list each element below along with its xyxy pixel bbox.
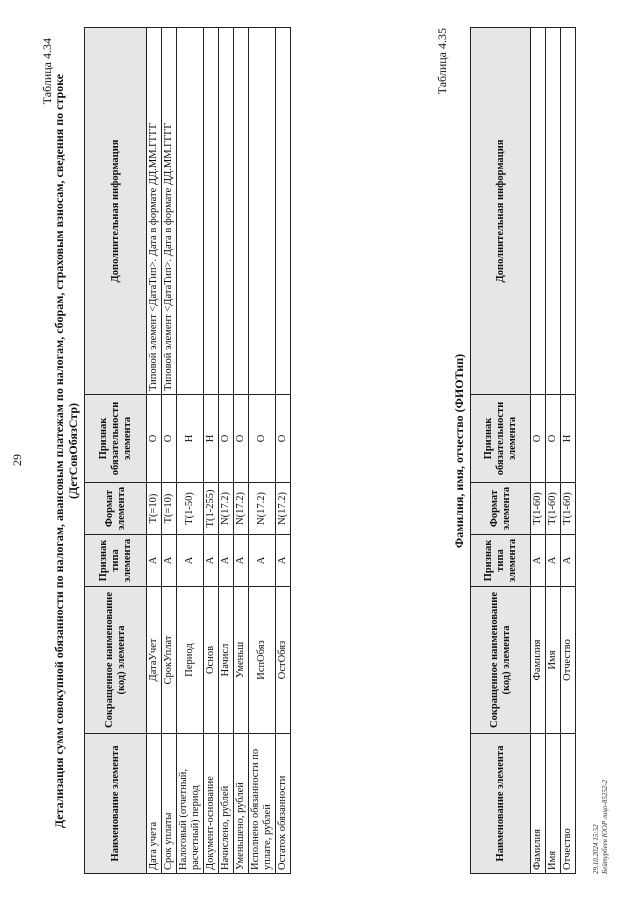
header-cell: Признак обязательности элемента [85,395,147,483]
stamp-date: 29.10.2024 15:52 [592,824,600,874]
table-row [177,28,204,874]
cell-code: Период [177,587,204,734]
header-cell: Признак обязательности элемента [471,395,531,483]
cell-req: О [147,395,162,483]
table-row [546,28,561,874]
cell-type: А [177,535,204,587]
cell-req: О [531,395,546,483]
header-cell: Наименование элемента [471,734,531,874]
cell-info [249,28,276,395]
table-435 [470,27,576,874]
cell-info [234,28,249,395]
table-435-header-row [471,28,531,874]
header-cell: Сокращенное наименование (код) элемента [85,587,147,734]
header-cell: Дополнительная информация [471,28,531,395]
cell-format: T(=10) [162,483,177,535]
table-434-caption-line2: (ДетСовОбязСтр) [66,402,80,500]
cell-req: О [276,395,291,483]
cell-name: Начислено, рублей [219,734,234,874]
cell-req: О [219,395,234,483]
cell-name: Фамилия [531,734,546,874]
cell-format: N(17.2) [249,483,276,535]
cell-type: А [249,535,276,587]
cell-req: Н [177,395,204,483]
cell-name: Налоговый (отчетный, расчетный) период [177,734,204,874]
table-row [276,28,291,874]
cell-type: А [147,535,162,587]
cell-code: СрокУплат [162,587,177,734]
cell-name: Имя [546,734,561,874]
table-row [531,28,546,874]
cell-type: А [531,535,546,587]
cell-format: T(1-60) [546,483,561,535]
cell-name: Документ-основание [204,734,219,874]
cell-code: Отчество [561,587,576,734]
header-cell: Формат элемента [85,483,147,535]
cell-name: Остаток обязанности [276,734,291,874]
cell-code: Имя [546,587,561,734]
cell-name: Отчество [561,734,576,874]
cell-code: Уменьш [234,587,249,734]
signature-stamp [592,654,610,874]
cell-code: ОстОбяз [276,587,291,734]
header-cell: Наименование элемента [85,734,147,874]
cell-format: T(1-50) [177,483,204,535]
cell-type: А [546,535,561,587]
cell-code: ИспОбяз [249,587,276,734]
table-434-label: Таблица 4.34 [40,38,54,105]
cell-info [219,28,234,395]
table-435-label: Таблица 4.35 [435,28,449,95]
cell-req: Н [204,395,219,483]
cell-info [531,28,546,395]
cell-format: N(17.2) [276,483,291,535]
table-row [249,28,276,874]
table-row [162,28,177,874]
cell-req: О [234,395,249,483]
cell-type: А [219,535,234,587]
table-434-caption-line1: Детализация сумм совокупной обязанности по налогам, авансовым платежам по налогам, сборам, страховым взносам, сведения по строке [52,73,66,829]
cell-format: T(1-60) [561,483,576,535]
table-row [219,28,234,874]
cell-format: T(=10) [147,483,162,535]
table-row [561,28,576,874]
table-row [204,28,219,874]
cell-req: Н [561,395,576,483]
cell-format: T(1-255) [204,483,219,535]
cell-name: Уменьшено, рублей [234,734,249,874]
cell-info [276,28,291,395]
page-number: 29 [10,454,24,466]
table-434 [84,27,291,874]
stamp-signer: Бейтурбеев ЮОР лицо-85252-2 [601,779,609,874]
cell-req: О [162,395,177,483]
table-row [147,28,162,874]
cell-req: О [249,395,276,483]
cell-type: А [561,535,576,587]
cell-info [561,28,576,395]
cell-type: А [162,535,177,587]
header-cell: Признак типа элемента [85,535,147,587]
cell-info [204,28,219,395]
cell-info: Типовой элемент <ДатаТип>. Дата в формате ДД.ММ.ГГГГ [162,28,177,395]
table-434-header-row [85,28,147,874]
cell-type: А [276,535,291,587]
table-434-caption [52,28,80,874]
header-cell: Сокращенное наименование (код) элемента [471,587,531,734]
cell-format: T(1-60) [531,483,546,535]
cell-type: А [204,535,219,587]
cell-name: Срок уплаты [162,734,177,874]
cell-code: Начисл [219,587,234,734]
cell-name: Исполнено обязанности по уплате, рублей [249,734,276,874]
cell-code: Основ [204,587,219,734]
table-row [234,28,249,874]
cell-format: N(17.2) [234,483,249,535]
header-cell: Признак типа элемента [471,535,531,587]
cell-info [546,28,561,395]
table-435-caption: Фамилия, имя, отчество (ФИОТип) [452,353,466,549]
cell-code: Фамилия [531,587,546,734]
cell-info: Типовой элемент <ДатаТип>. Дата в формате ДД.ММ.ГГГГ [147,28,162,395]
cell-name: Дата учета [147,734,162,874]
cell-code: ДатаУчет [147,587,162,734]
cell-format: N(17.2) [219,483,234,535]
header-cell: Дополнительная информация [85,28,147,395]
cell-type: А [234,535,249,587]
cell-info [177,28,204,395]
cell-req: О [546,395,561,483]
header-cell: Формат элемента [471,483,531,535]
